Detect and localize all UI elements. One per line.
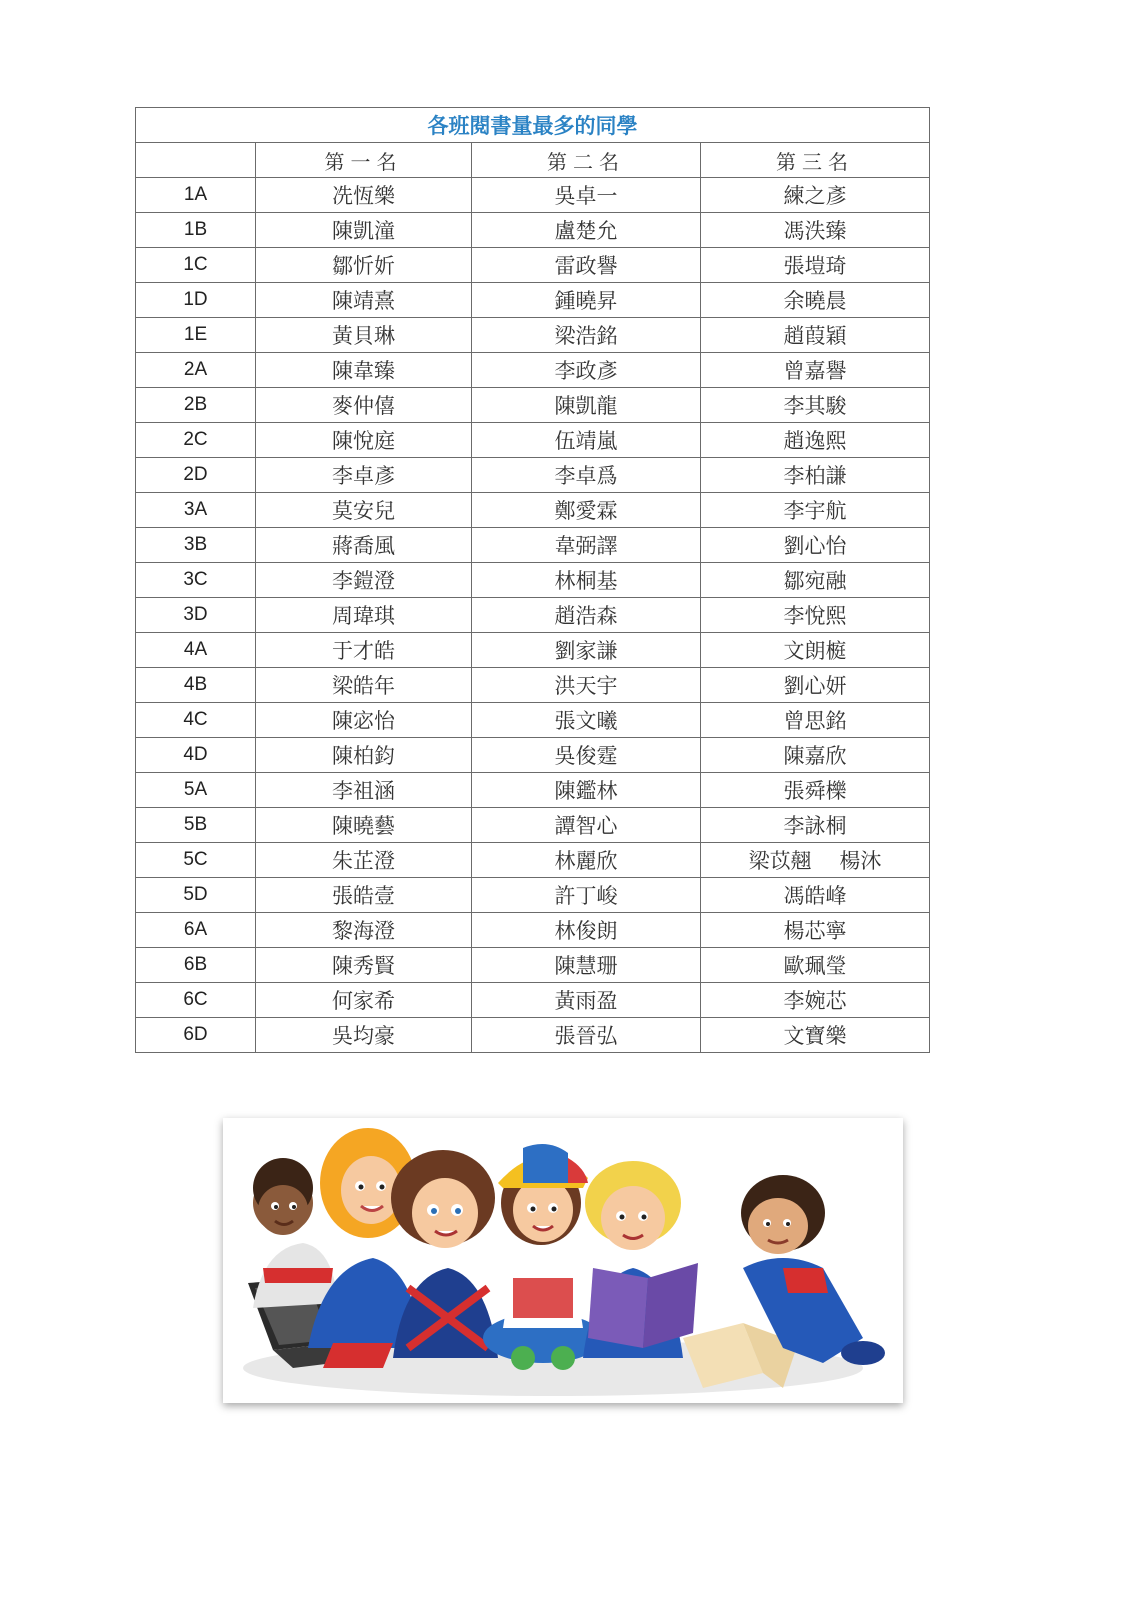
- first-place-cell: 梁皓年: [256, 668, 472, 703]
- third-place-cell: 文朗榳: [701, 633, 930, 668]
- third-place-cell: 馮泆臻: [701, 213, 930, 248]
- second-place-cell: 韋弼譯: [472, 528, 701, 563]
- table-row: [136, 458, 930, 493]
- table-row: [136, 703, 930, 738]
- third-place-cell: 李柏謙: [701, 458, 930, 493]
- first-place-cell: 吳均豪: [256, 1018, 472, 1053]
- class-cell: 3B: [136, 528, 256, 563]
- second-place-cell: 雷政譽: [472, 248, 701, 283]
- third-place-cell: 練之彥: [701, 178, 930, 213]
- second-place-cell: 黃雨盈: [472, 983, 701, 1018]
- class-cell: 6A: [136, 913, 256, 948]
- class-cell: 2A: [136, 353, 256, 388]
- third-place-cell: 歐珮瑩: [701, 948, 930, 983]
- third-place-cell: 陳嘉欣: [701, 738, 930, 773]
- table-row: [136, 598, 930, 633]
- children-reading-illustration: [223, 1118, 903, 1403]
- second-place-cell: 吳卓一: [472, 178, 701, 213]
- table-row: [136, 388, 930, 423]
- table-title: 各班閱書量最多的同學: [136, 108, 930, 143]
- table-row: [136, 668, 930, 703]
- class-cell: 2D: [136, 458, 256, 493]
- table-row: [136, 808, 930, 843]
- table-row: [136, 633, 930, 668]
- class-cell: 1D: [136, 283, 256, 318]
- second-place-cell: 陳凱龍: [472, 388, 701, 423]
- second-place-cell: 劉家謙: [472, 633, 701, 668]
- third-place-cell: 趙葭穎: [701, 318, 930, 353]
- class-cell: 3A: [136, 493, 256, 528]
- second-place-cell: 張晉弘: [472, 1018, 701, 1053]
- class-cell: 3C: [136, 563, 256, 598]
- first-place-cell: 黃貝琳: [256, 318, 472, 353]
- second-place-cell: 林麗欣: [472, 843, 701, 878]
- table-row: [136, 1018, 930, 1053]
- class-cell: 4D: [136, 738, 256, 773]
- second-place-cell: 陳鑑林: [472, 773, 701, 808]
- third-place-cell: 余曉晨: [701, 283, 930, 318]
- third-place-cell: 張舜櫟: [701, 773, 930, 808]
- table-row: [136, 528, 930, 563]
- second-place-cell: 梁浩銘: [472, 318, 701, 353]
- first-place-cell: 李祖涵: [256, 773, 472, 808]
- class-cell: 1B: [136, 213, 256, 248]
- class-cell: 4A: [136, 633, 256, 668]
- first-place-cell: 鄒忻妡: [256, 248, 472, 283]
- header-second: 第二名: [472, 143, 701, 178]
- third-place-cell: 曾嘉譽: [701, 353, 930, 388]
- second-place-cell: 李政彥: [472, 353, 701, 388]
- class-cell: 4B: [136, 668, 256, 703]
- table-row: [136, 773, 930, 808]
- class-cell: 5A: [136, 773, 256, 808]
- table-row: [136, 493, 930, 528]
- third-place-cell: 李悅熙: [701, 598, 930, 633]
- children-reading-icon: [223, 1118, 903, 1403]
- second-place-cell: 陳慧珊: [472, 948, 701, 983]
- first-place-cell: 陳凱潼: [256, 213, 472, 248]
- class-cell: 6D: [136, 1018, 256, 1053]
- third-place-cell: 李宇航: [701, 493, 930, 528]
- header-class: [136, 143, 256, 178]
- table-row: [136, 738, 930, 773]
- header-first: 第一名: [256, 143, 472, 178]
- class-cell: 5C: [136, 843, 256, 878]
- first-place-cell: 莫安兒: [256, 493, 472, 528]
- second-place-cell: 鍾曉昇: [472, 283, 701, 318]
- third-place-cell: 鄒宛融: [701, 563, 930, 598]
- first-place-cell: 蔣喬風: [256, 528, 472, 563]
- first-place-cell: 陳靖熹: [256, 283, 472, 318]
- first-place-cell: 李卓彥: [256, 458, 472, 493]
- first-place-cell: 陳悅庭: [256, 423, 472, 458]
- table-row: [136, 213, 930, 248]
- class-cell: 4C: [136, 703, 256, 738]
- first-place-cell: 陳宓怡: [256, 703, 472, 738]
- first-place-cell: 陳韋臻: [256, 353, 472, 388]
- third-place-cell: 劉心怡: [701, 528, 930, 563]
- table-row: [136, 563, 930, 598]
- third-place-cell: 劉心妍: [701, 668, 930, 703]
- third-place-cell: 李其駿: [701, 388, 930, 423]
- second-place-cell: 鄭愛霖: [472, 493, 701, 528]
- first-place-cell: 麥仲僖: [256, 388, 472, 423]
- first-place-cell: 張皓壹: [256, 878, 472, 913]
- third-place-cell: 李婉芯: [701, 983, 930, 1018]
- second-place-cell: 張文曦: [472, 703, 701, 738]
- first-place-cell: 陳曉藝: [256, 808, 472, 843]
- third-place-cell: 文寶樂: [701, 1018, 930, 1053]
- third-place-cell: 趙逸熙: [701, 423, 930, 458]
- table-row: [136, 878, 930, 913]
- table-row: [136, 948, 930, 983]
- class-cell: 2B: [136, 388, 256, 423]
- third-place-cell: 曾思銘: [701, 703, 930, 738]
- second-place-cell: 許丁峻: [472, 878, 701, 913]
- table-row: [136, 843, 930, 878]
- table-row: [136, 913, 930, 948]
- class-cell: 1C: [136, 248, 256, 283]
- third-place-cell: 張塏琦: [701, 248, 930, 283]
- first-place-cell: 何家希: [256, 983, 472, 1018]
- class-cell: 6C: [136, 983, 256, 1018]
- class-cell: 5D: [136, 878, 256, 913]
- first-place-cell: 陳秀賢: [256, 948, 472, 983]
- second-place-cell: 吳俊霆: [472, 738, 701, 773]
- table-row: [136, 318, 930, 353]
- class-cell: 5B: [136, 808, 256, 843]
- table-row: [136, 353, 930, 388]
- reading-ranking-table: [135, 107, 930, 1053]
- table-row: [136, 178, 930, 213]
- third-place-cell: 楊芯寧: [701, 913, 930, 948]
- table-row: [136, 248, 930, 283]
- second-place-cell: 李卓爲: [472, 458, 701, 493]
- table-row: [136, 423, 930, 458]
- class-cell: 1E: [136, 318, 256, 353]
- header-third: 第三名: [701, 143, 930, 178]
- table-header-row: [136, 143, 930, 178]
- table-row: [136, 283, 930, 318]
- third-place-cell: 梁苡翹 楊沐: [701, 843, 930, 878]
- class-cell: 2C: [136, 423, 256, 458]
- first-place-cell: 于才皓: [256, 633, 472, 668]
- second-place-cell: 林桐基: [472, 563, 701, 598]
- second-place-cell: 林俊朗: [472, 913, 701, 948]
- second-place-cell: 盧楚允: [472, 213, 701, 248]
- class-cell: 1A: [136, 178, 256, 213]
- first-place-cell: 周瑋琪: [256, 598, 472, 633]
- second-place-cell: 趙浩森: [472, 598, 701, 633]
- second-place-cell: 譚智心: [472, 808, 701, 843]
- table-row: [136, 983, 930, 1018]
- first-place-cell: 朱芷澄: [256, 843, 472, 878]
- second-place-cell: 伍靖嵐: [472, 423, 701, 458]
- class-cell: 6B: [136, 948, 256, 983]
- second-place-cell: 洪天宇: [472, 668, 701, 703]
- first-place-cell: 冼恆樂: [256, 178, 472, 213]
- first-place-cell: 李鎧澄: [256, 563, 472, 598]
- first-place-cell: 陳柏鈞: [256, 738, 472, 773]
- class-cell: 3D: [136, 598, 256, 633]
- first-place-cell: 黎海澄: [256, 913, 472, 948]
- third-place-cell: 馮皓峰: [701, 878, 930, 913]
- third-place-cell: 李詠桐: [701, 808, 930, 843]
